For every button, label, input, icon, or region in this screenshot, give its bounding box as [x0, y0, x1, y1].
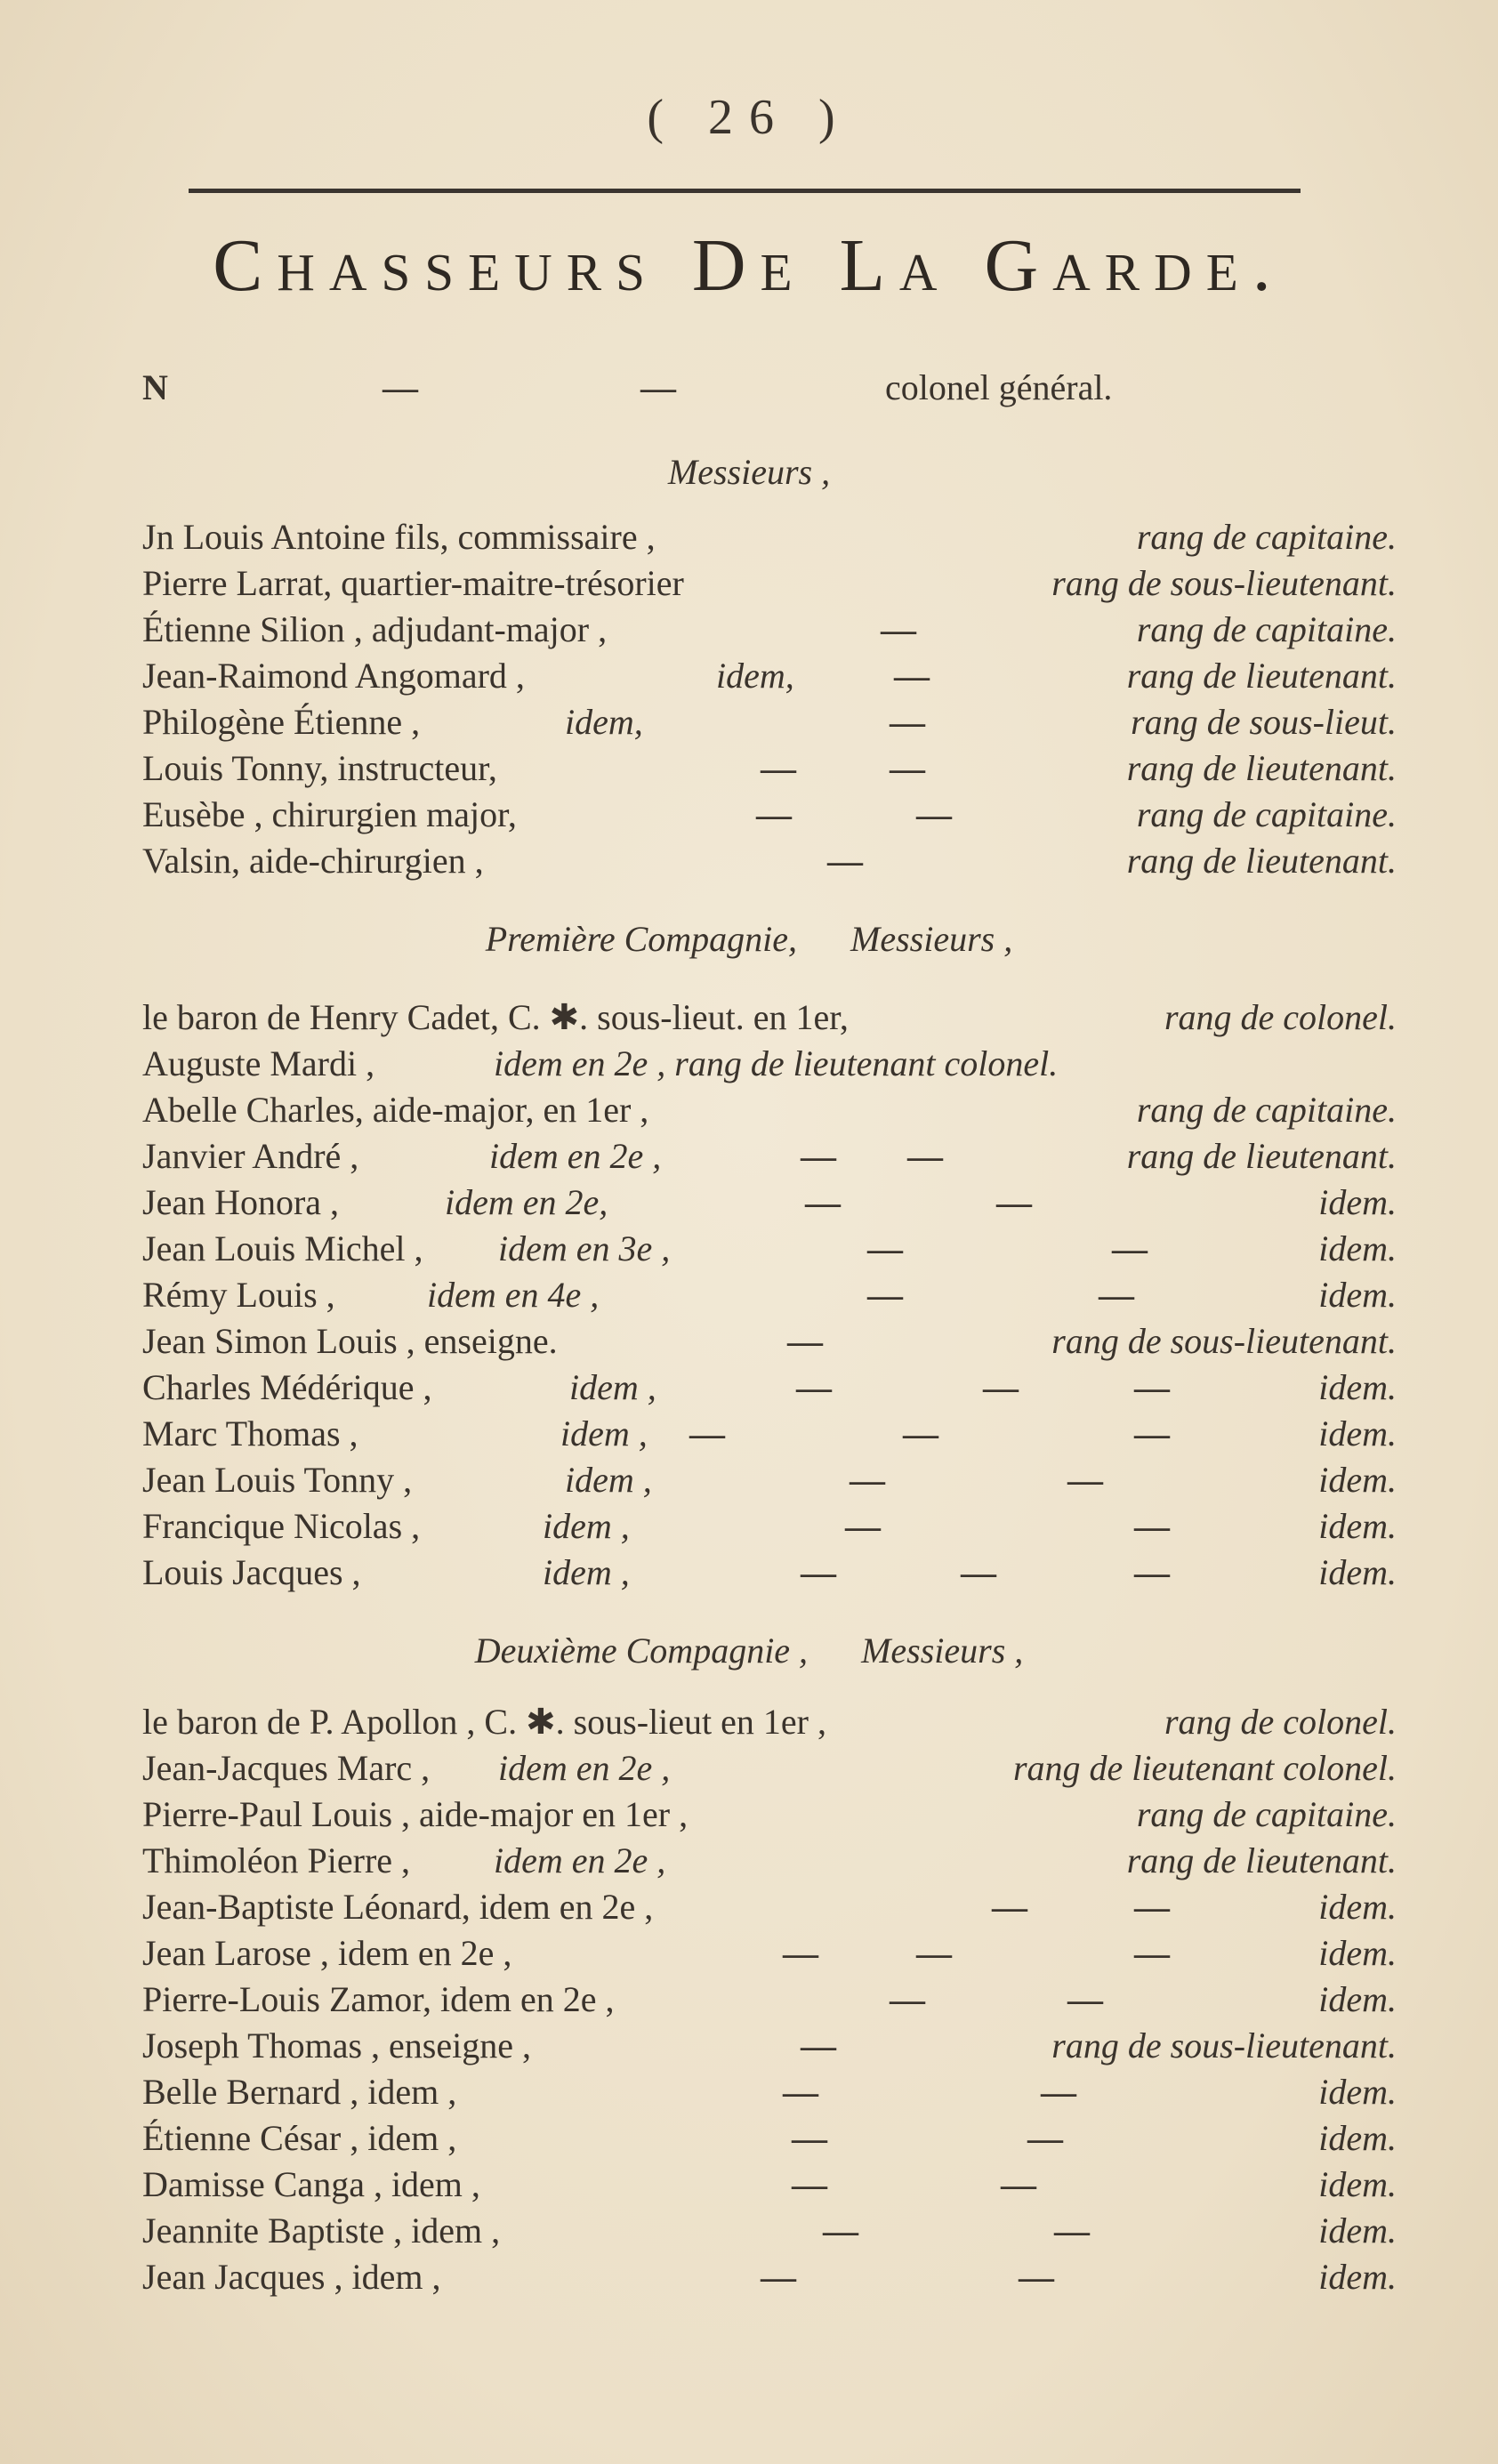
row-name: N — [142, 367, 168, 407]
company-1-row — [142, 1365, 1397, 1411]
row-rank: rang de capitaine. — [1136, 1794, 1397, 1834]
row-name: Eusèbe , chirurgien major, — [142, 794, 517, 834]
dash: — — [907, 1136, 943, 1176]
page-number: ( 26 ) — [647, 90, 851, 145]
dash: — — [761, 2257, 796, 2297]
row-name: Jean Louis Michel , — [142, 1228, 423, 1268]
company-2-row — [142, 2254, 1397, 2300]
row-rank: rang de capitaine. — [1136, 517, 1397, 557]
dash: — — [890, 1979, 925, 2019]
company-2-row — [142, 1930, 1397, 1977]
dash: — — [867, 1275, 903, 1315]
row-name: Damisse Canga , idem , — [142, 2164, 480, 2204]
dash: — — [783, 1933, 818, 1973]
row-rank: rang de lieutenant. — [1126, 656, 1397, 696]
row-name: Auguste Mardi , — [142, 1043, 375, 1083]
row-rank: idem. — [1318, 1460, 1397, 1500]
company-2-row — [142, 1792, 1397, 1838]
dash: — — [1027, 2118, 1063, 2158]
row-name: Francique Nicolas , — [142, 1506, 421, 1546]
company-2-row — [142, 1838, 1397, 1884]
row-name: Philogène Étienne , — [142, 702, 421, 742]
company-1-row — [142, 1411, 1397, 1457]
row-name: Jean-Raimond Angomard , — [142, 656, 525, 696]
dash: — — [1134, 1887, 1170, 1927]
dash: — — [890, 702, 925, 742]
dash: — — [903, 1413, 938, 1453]
page-title: Chasseurs De La Garde. — [213, 224, 1285, 307]
company-1-row — [142, 1318, 1397, 1365]
colonel-general-row — [142, 365, 1397, 411]
row-rank: idem. — [1318, 1182, 1397, 1222]
dash: — — [787, 1321, 823, 1361]
row-rank: rang de sous-lieutenant. — [1051, 2025, 1397, 2065]
row-idem: idem en 3e , — [498, 1228, 671, 1268]
company-1-row — [142, 1087, 1397, 1133]
row-name: Rémy Louis , — [142, 1275, 335, 1315]
row-rank: idem. — [1318, 2118, 1397, 2158]
row-rank: idem. — [1318, 1979, 1397, 2019]
staff-heading: Messieurs , — [667, 452, 831, 492]
staff-row — [142, 560, 1397, 607]
row-name: Pierre-Louis Zamor, idem en 2e , — [142, 1979, 615, 2019]
row-idem: idem, — [716, 656, 794, 696]
dash: — — [823, 2210, 858, 2251]
row-rank: idem. — [1318, 1367, 1397, 1407]
row-idem: idem , — [543, 1552, 630, 1592]
dash: — — [850, 1460, 885, 1500]
row-rank: idem. — [1318, 1413, 1397, 1453]
row-name: Valsin, aide-chirurgien , — [142, 841, 484, 881]
dash: — — [867, 1228, 903, 1268]
row-name: Pierre Larrat, quartier-maitre-trésorier — [142, 563, 684, 603]
dash: — — [383, 367, 418, 407]
row-idem: idem , — [565, 1460, 652, 1500]
row-name: Étienne César , idem , — [142, 2118, 457, 2158]
company-2-messieurs: Messieurs , — [861, 1631, 1024, 1671]
row-name: Jean Simon Louis , enseigne. — [142, 1321, 558, 1361]
company-2-row — [142, 1977, 1397, 2023]
dash: — — [1134, 1413, 1170, 1453]
row-rank: rang de capitaine. — [1136, 609, 1397, 649]
staff-row — [142, 653, 1397, 699]
company-2-row — [142, 2023, 1397, 2069]
company-1-row — [142, 1041, 1397, 1087]
dash: — — [792, 2164, 827, 2204]
row-rank: rang de capitaine. — [1136, 1090, 1397, 1130]
staff-row — [142, 514, 1397, 560]
row-name: Belle Bernard , idem , — [142, 2072, 457, 2112]
dash: — — [1134, 1367, 1170, 1407]
row-rank: colonel général. — [885, 367, 1113, 407]
row-rank: rang de sous-lieutenant. — [1051, 563, 1397, 603]
dash: — — [1054, 2210, 1090, 2251]
dash: — — [916, 1933, 952, 1973]
row-rank: rang de colonel. — [1164, 997, 1397, 1037]
dash: — — [961, 1552, 996, 1592]
dash: — — [756, 794, 792, 834]
row-idem: idem en 2e , — [498, 1748, 671, 1788]
dash: — — [894, 656, 930, 696]
row-name: Thimoléon Pierre , — [142, 1840, 411, 1880]
dash: — — [801, 1552, 836, 1592]
row-rank: idem. — [1318, 2164, 1397, 2204]
company-2-label: Deuxième Compagnie , — [474, 1631, 809, 1671]
row-name: Jn Louis Antoine fils, commissaire , — [142, 517, 656, 557]
company-2-row — [142, 2115, 1397, 2162]
dash: — — [992, 1887, 1027, 1927]
dash: — — [845, 1506, 881, 1546]
company-1-row — [142, 1133, 1397, 1180]
row-name: Jeannite Baptiste , idem , — [142, 2210, 501, 2251]
row-idem: idem en 2e , rang de lieutenant colonel. — [494, 1043, 1059, 1083]
dash: — — [1067, 1460, 1103, 1500]
row-name: Louis Tonny, instructeur, — [142, 748, 497, 788]
dash: — — [801, 2025, 836, 2065]
row-rank: rang de sous-lieutenant. — [1051, 1321, 1397, 1361]
row-rank: idem. — [1318, 1228, 1397, 1268]
row-idem: idem en 2e, — [445, 1182, 608, 1222]
row-name: Jean Louis Tonny , — [142, 1460, 413, 1500]
company-2-heading — [0, 1628, 1498, 1674]
dash: — — [1099, 1275, 1134, 1315]
company-1-messieurs: Messieurs , — [850, 919, 1013, 959]
company-2-row — [142, 1745, 1397, 1792]
staff-row — [142, 607, 1397, 653]
dash: — — [916, 794, 952, 834]
row-name: Charles Médérique , — [142, 1367, 432, 1407]
row-name: le baron de Henry Cadet, C. ✱. sous-lieut. en 1er, — [142, 997, 849, 1037]
row-name: Jean Larose , idem en 2e , — [142, 1933, 512, 1973]
dash: — — [761, 748, 796, 788]
row-idem: idem, — [565, 702, 643, 742]
row-name: Jean Jacques , idem , — [142, 2257, 441, 2297]
dash: — — [1134, 1933, 1170, 1973]
dash: — — [783, 2072, 818, 2112]
row-idem: idem , — [560, 1413, 648, 1453]
row-rank: rang de capitaine. — [1136, 794, 1397, 834]
company-1-label: Première Compagnie, — [485, 919, 798, 959]
row-rank: rang de lieutenant. — [1126, 1840, 1397, 1880]
row-rank: rang de colonel. — [1164, 1702, 1397, 1742]
company-2-row — [142, 2162, 1397, 2208]
row-name: Jean-Baptiste Léonard, idem en 2e , — [142, 1887, 654, 1927]
dash: — — [640, 367, 676, 407]
row-name: Janvier André , — [142, 1136, 359, 1176]
dash: — — [983, 1367, 1019, 1407]
staff-row — [142, 699, 1397, 745]
company-1-row — [142, 1457, 1397, 1503]
row-rank: idem. — [1318, 1275, 1397, 1315]
row-name: Jean Honora , — [142, 1182, 340, 1222]
row-rank: idem. — [1318, 1887, 1397, 1927]
row-rank: rang de lieutenant. — [1126, 841, 1397, 881]
dash: — — [1001, 2164, 1036, 2204]
row-rank: idem. — [1318, 2210, 1397, 2251]
row-name: Abelle Charles, aide-major, en 1er , — [142, 1090, 649, 1130]
dash: — — [1112, 1228, 1148, 1268]
row-rank: idem. — [1318, 1506, 1397, 1546]
company-1-row — [142, 1226, 1397, 1272]
company-1-row — [142, 1550, 1397, 1596]
company-2-row — [142, 1884, 1397, 1930]
dash: — — [689, 1413, 725, 1453]
row-name: Jean-Jacques Marc , — [142, 1748, 431, 1788]
company-1-row — [142, 1180, 1397, 1226]
dash: — — [1134, 1552, 1170, 1592]
row-name: Pierre-Paul Louis , aide-major en 1er , — [142, 1794, 689, 1834]
row-name: Joseph Thomas , enseigne , — [142, 2025, 531, 2065]
row-rank: idem. — [1318, 1552, 1397, 1592]
row-idem: idem en 4e , — [427, 1275, 600, 1315]
dash: — — [1041, 2072, 1076, 2112]
company-2-row — [142, 2069, 1397, 2115]
dash: — — [792, 2118, 827, 2158]
row-rank: rang de lieutenant. — [1126, 748, 1397, 788]
staff-row — [142, 792, 1397, 838]
dash: — — [805, 1182, 841, 1222]
company-2-row — [142, 2208, 1397, 2254]
row-idem: idem en 2e , — [494, 1840, 666, 1880]
dash: — — [881, 609, 916, 649]
dash: — — [1067, 1979, 1103, 2019]
staff-row — [142, 745, 1397, 792]
company-1-row — [142, 1503, 1397, 1550]
row-rank: idem. — [1318, 1933, 1397, 1973]
dash: — — [827, 841, 863, 881]
row-rank: rang de sous-lieut. — [1131, 702, 1397, 742]
company-1-row — [142, 1272, 1397, 1318]
row-name: Louis Jacques , — [142, 1552, 361, 1592]
company-2-row — [142, 1699, 1397, 1745]
row-rank: rang de lieutenant colonel. — [1012, 1748, 1397, 1788]
row-idem: idem , — [543, 1506, 630, 1546]
staff-row — [142, 838, 1397, 884]
row-rank: rang de lieutenant. — [1126, 1136, 1397, 1176]
dash: — — [801, 1136, 836, 1176]
dash: — — [1019, 2257, 1054, 2297]
dash: — — [890, 748, 925, 788]
row-name: Étienne Silion , adjudant-major , — [142, 609, 608, 649]
header-rule — [189, 189, 1301, 193]
row-idem: idem en 2e , — [489, 1136, 662, 1176]
row-rank: idem. — [1318, 2257, 1397, 2297]
dash: — — [996, 1182, 1032, 1222]
row-idem: idem , — [569, 1367, 656, 1407]
company-1-heading — [0, 916, 1498, 962]
row-rank: idem. — [1318, 2072, 1397, 2112]
dash: — — [1134, 1506, 1170, 1546]
row-name: le baron de P. Apollon , C. ✱. sous-lieut en 1er , — [142, 1702, 826, 1742]
row-name: Marc Thomas , — [142, 1413, 358, 1453]
company-1-row — [142, 994, 1397, 1041]
dash: — — [796, 1367, 832, 1407]
